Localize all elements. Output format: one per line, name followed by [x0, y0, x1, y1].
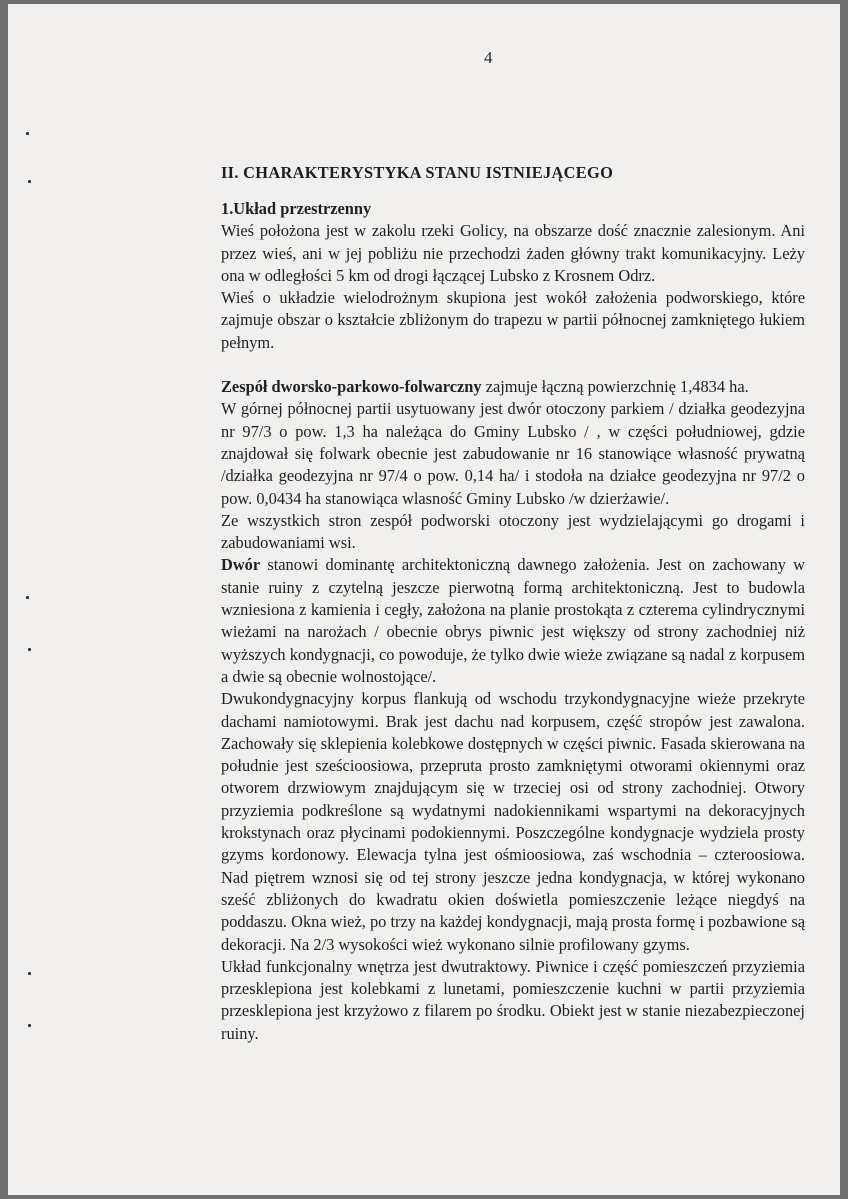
page-number: 4 — [484, 48, 493, 67]
paragraph-interior: Układ funkcjonalny wnętrza jest dwutraktowy. Piwnice i część pomieszczeń przyziemia przesklepiona jest kolebkami z lunetami, pomieszczenie kuchni w partii przyziemia przesklepiona jest krzyżowo z filarem po środku. Obiekt jest w stanie niezabezpieczonej ruiny. — [221, 956, 805, 1043]
chapter-heading: II. CHARAKTERYSTYKA STANU ISTNIEJĄCEGO — [221, 163, 614, 182]
paragraph-surroundings: Ze wszystkich stron zespół podworski otoczony jest wydzielającymi go drogami i zabudowaniami wsi. — [221, 510, 805, 553]
paragraph-complex-area — [221, 376, 805, 398]
paragraph-location: Wieś położona jest w zakolu rzeki Golicy, na obszarze dość znacznie zalesionym. Ani przez wieś, ani w jej pobliżu nie przechodzi żaden główny trakt komunikacyjny. Leży ona w odległości 5 km od drogi łączącej Lubsko z Krosnem Odrz. — [221, 221, 805, 285]
document-page — [8, 4, 840, 1195]
manor-term: Dwór — [221, 555, 261, 575]
paragraph-corpus: Dwukondygnacyjny korpus flankują od wschodu trzykondygnacyjne wieże przekryte dachami namiotowymi. Brak jest dachu nad korpusem, część stropów jest zawalona. Zachowały się sklepienia kolebkowe dostępnych w części piwnic. Fasada skierowana na południe jest sześcioosiowa, przepruta prosto zamkniętymi otworami okiennymi oraz otworem drzwiowym znajdującym się w trzeciej osi od strony zachodniej. Otwory przyziemia podkreślone są wydatnymi nadokiennikami wspartymi na dekoracyjnych krokstynach oraz płycinami podokiennymi. Poszczególne kondygnacje wydziela prosty gzyms kordonowy. Elewacja tylna jest ośmioosiowa, zaś wschodnia – czteroosiowa. Nad piętrem wznosi się od tej strony jeszcze jedna kondygnacja, w której wykonano sześć zbliżonych do kwadratu okien doświetla pomieszczenie leżące niegdyś na poddaszu. Okna wież, po trzy na każdej kondygnacji, mają prosta formę i pozbawione są dekoracji. Na 2/3 wysokości wież wykonano silnie profilowany gzyms. — [221, 689, 805, 954]
paragraph-village-layout: Wieś o układzie wielodrożnym skupiona jest wokół założenia podworskiego, które zajmuje obszar o kształcie zbliżonym do trapezu w partii północnej zamkniętego łukiem pełnym. — [221, 288, 805, 352]
complex-term: Zespół dworsko-parkowo-folwarczny — [221, 377, 482, 397]
section-title: 1.Układ przestrzenny — [221, 199, 372, 218]
section-spatial-layout — [221, 198, 805, 1045]
complex-area-text: zajmuje łączną powierzchnię 1,4834 ha. — [481, 377, 749, 397]
manor-text: stanowi dominantę architektoniczną dawnego założenia. Jest on zachowany w stanie ruiny z czytelną jeszcze pierwotną formą architektoniczną. Jest to budowla wzniesiona z kamienia i cegły, założona na planie prostokąta z czterema cylindrycznymi wieżami na narożach / obecnie obrys piwnic jest większy od strony zachodniej niż wyższych kondygnacji, co powoduje, że tylko dwie wieże związane są nadal z korpusem a dwie są obecnie wolnostojące/. — [221, 555, 805, 686]
paragraph-plots: W górnej północnej partii usytuowany jest dwór otoczony parkiem / działka geodezyjna nr 97/3 o pow. 1,3 ha należąca do Gminy Lubsko / , w części południowej, gdzie znajdował się folwark obecnie jest zabudowanie nr 16 stanowiące własność prywatną /działka geodezyjna nr 97/4 o pow. 0,14 ha/ i stodoła na działce geodezyjna nr 97/2 o pow. 0,0434 ha stanowiąca wlasność Gminy Lubsko /w dzierżawie/. — [221, 399, 805, 508]
paragraph-manor — [221, 554, 805, 688]
